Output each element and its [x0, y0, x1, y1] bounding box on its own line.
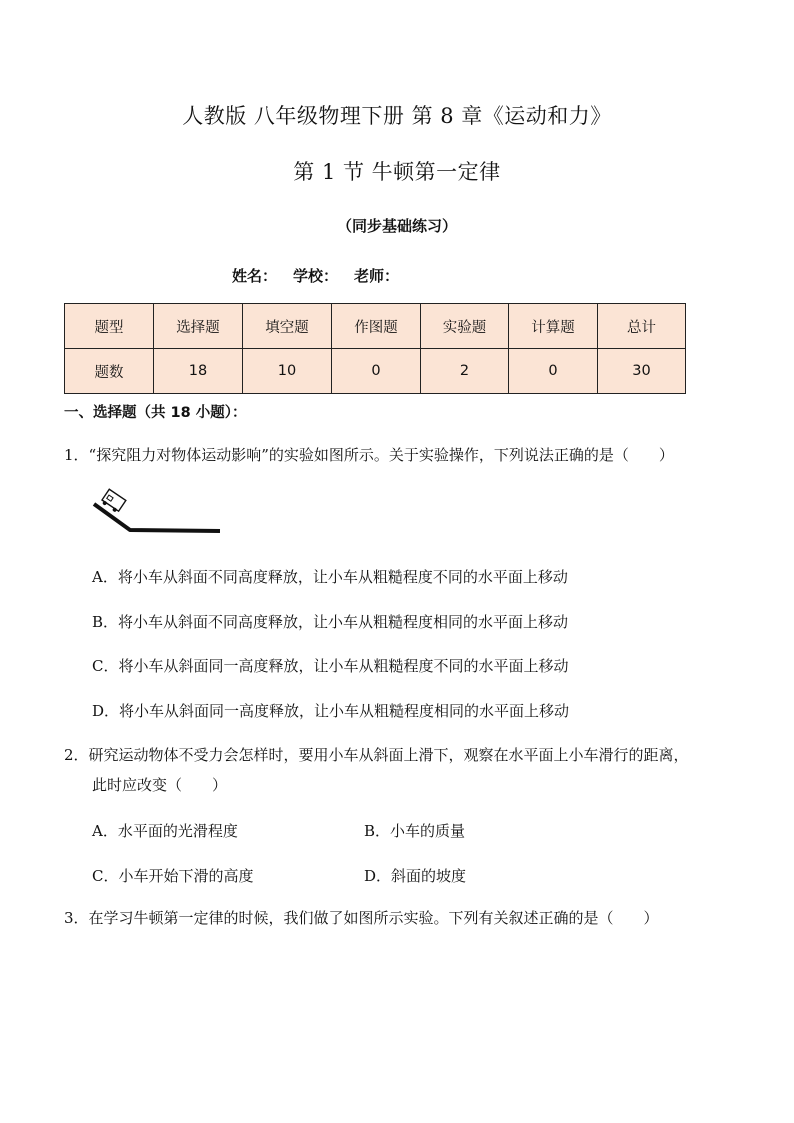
table-cell: 0: [332, 349, 421, 394]
table-cell: 计算题: [509, 304, 598, 349]
table-cell: 10: [243, 349, 332, 394]
name-label: 姓名：: [232, 267, 278, 285]
question-stem-line2: 此时应改变（ ）: [92, 776, 228, 794]
option-1c: C．将小车从斜面同一高度释放，让小车从粗糙程度不同的水平面上移动: [92, 657, 569, 675]
table-row: [65, 349, 686, 394]
table-cell: 填空题: [243, 304, 332, 349]
option-2a: A．水平面的光滑程度: [92, 822, 238, 840]
question-stem: “探究阻力对物体运动影响”的实验如图所示。关于实验操作，下列说法正确的是（ ）: [88, 446, 674, 464]
table-cell: 30: [598, 349, 686, 394]
section-title: 第 1 节 牛顿第一定律: [293, 160, 501, 184]
subtitle: （同步基础练习）: [336, 217, 457, 235]
student-info-line: [232, 265, 415, 286]
table-cell: 实验题: [421, 304, 509, 349]
table-header-row: [65, 304, 686, 349]
school-label: 学校：: [293, 267, 339, 285]
option-2b: B．小车的质量: [364, 822, 466, 840]
question-number: 2．: [64, 746, 89, 764]
incline-figure: [88, 488, 228, 538]
question-1: [64, 440, 674, 470]
option-2c: C．小车开始下滑的高度: [92, 867, 254, 885]
option-1a: A．将小车从斜面不同高度释放，让小车从粗糙程度不同的水平面上移动: [92, 568, 568, 586]
question-number: 1．: [64, 446, 89, 464]
section-heading: 一、选择题（共 18 小题）：: [64, 405, 247, 421]
table-cell: 选择题: [154, 304, 243, 349]
question-2: [64, 740, 689, 800]
option-1b: B．将小车从斜面不同高度释放，让小车从粗糙程度相同的水平面上移动: [92, 613, 569, 631]
teacher-label: 老师：: [354, 267, 400, 285]
question-count-table: [64, 303, 686, 394]
document-title: 人教版 八年级物理下册 第 8 章《运动和力》: [182, 104, 612, 128]
table-cell: 题型: [65, 304, 154, 349]
table-cell: 2: [421, 349, 509, 394]
table-cell: 作图题: [332, 304, 421, 349]
option-2d: D．斜面的坡度: [364, 867, 467, 885]
option-1d: D．将小车从斜面同一高度释放，让小车从粗糙程度相同的水平面上移动: [92, 702, 570, 720]
table-cell: 18: [154, 349, 243, 394]
table-cell: 总计: [598, 304, 686, 349]
question-stem-line1: 研究运动物体不受力会怎样时，要用小车从斜面上滑下，观察在水平面上小车滑行的距离，: [88, 746, 689, 764]
table-cell: 0: [509, 349, 598, 394]
question-number: 3．: [64, 909, 89, 927]
question-stem: 在学习牛顿第一定律的时候，我们做了如图所示实验。下列有关叙述正确的是（ ）: [88, 909, 659, 927]
table-cell: 题数: [65, 349, 154, 394]
question-3: [64, 903, 659, 933]
